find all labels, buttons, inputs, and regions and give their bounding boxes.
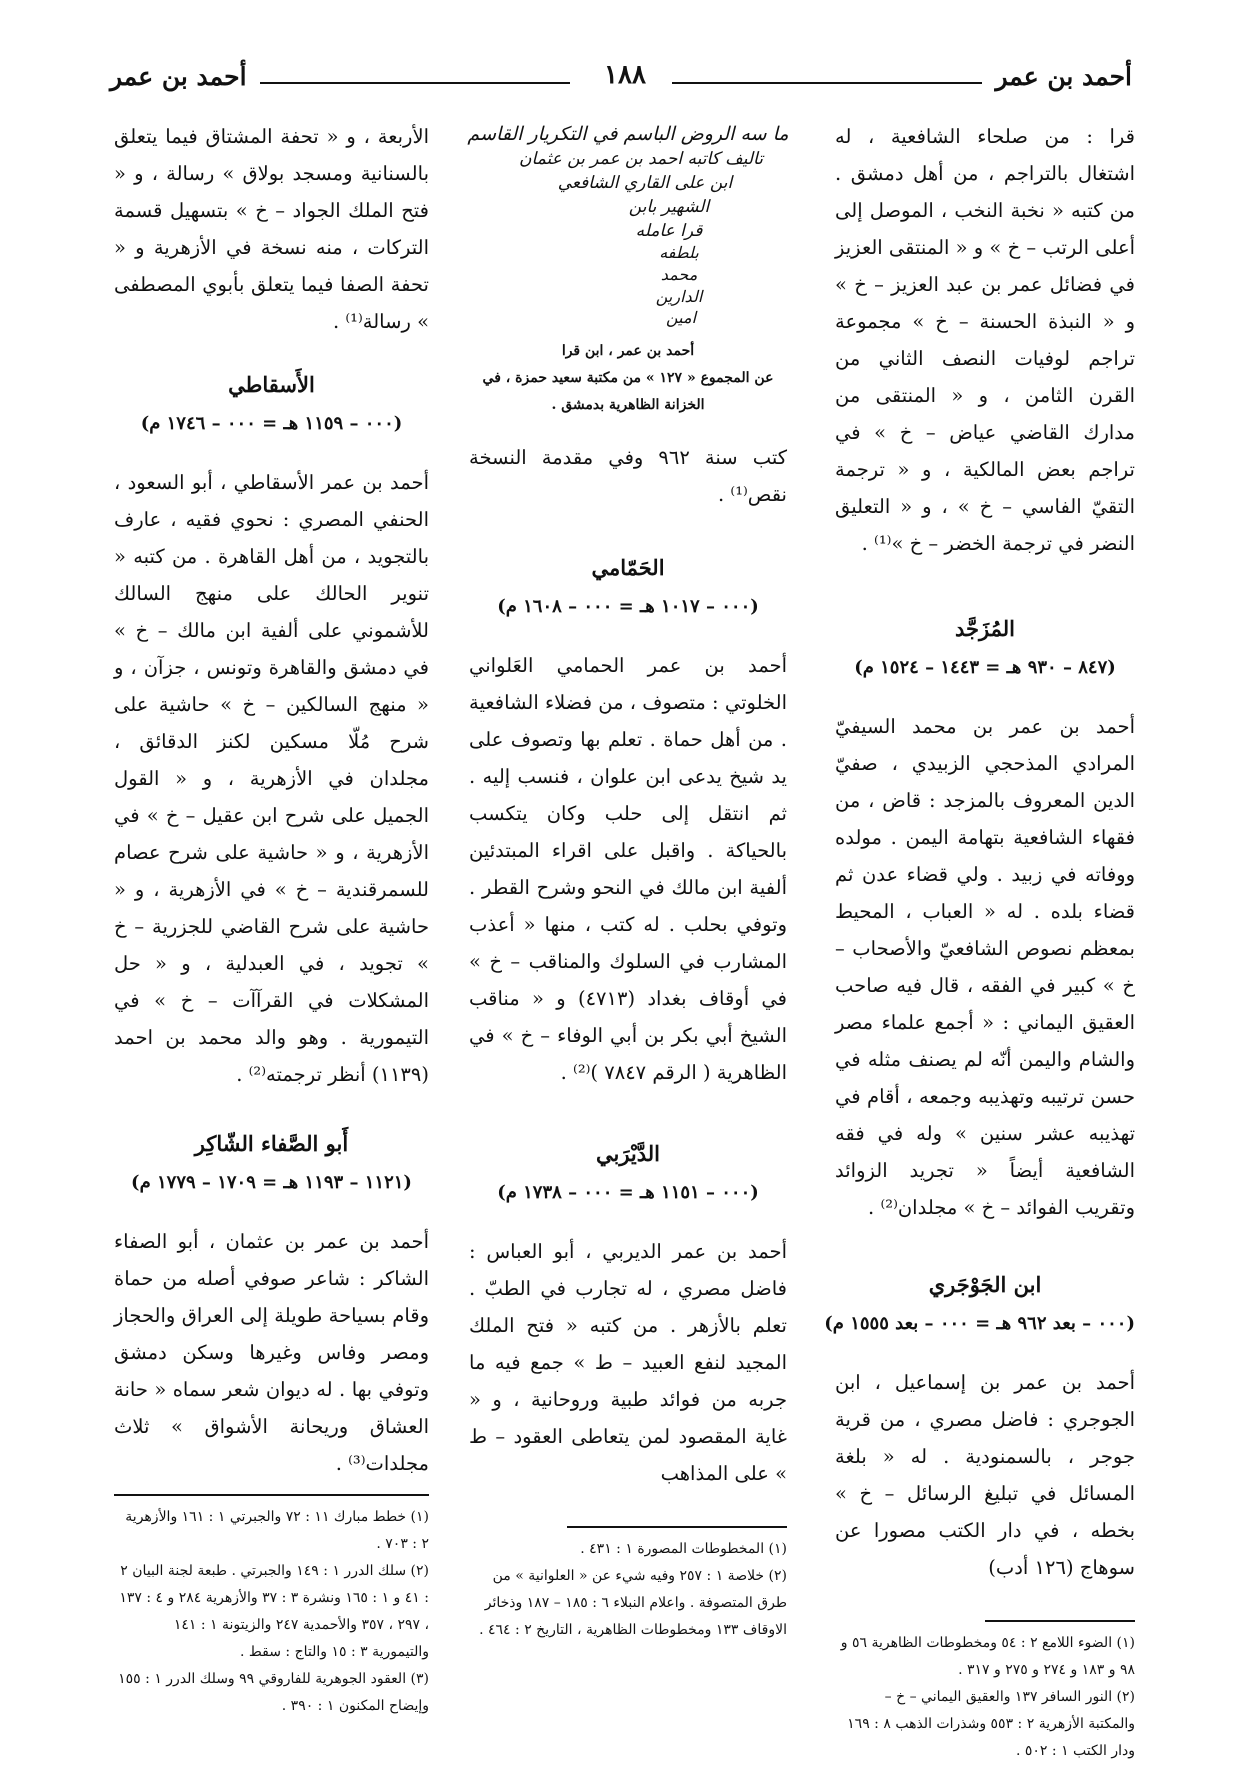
entry-title-jawjari: ابن الجَوْجَري — [928, 1272, 1042, 1297]
entry-title-asqati: الأَسقاطي — [228, 372, 315, 397]
entry-dates-hammami: (٠٠٠ – ١٠١٧ هـ = ٠٠٠ – ١٦٠٨ م) — [497, 596, 759, 617]
entry-dates-dayrabi: (٠٠٠ – ١١٥١ هـ = ٠٠٠ – ١٧٣٨ م) — [497, 1182, 759, 1203]
entry-title-hammami: الحَمّامي — [591, 555, 665, 580]
entry-title-abu-al-safa: أَبو الصَّفاء الشّاكِر — [194, 1131, 349, 1156]
running-header — [110, 62, 1132, 98]
right-column — [824, 118, 1135, 1765]
entry-body-dayrabi: أحمد بن عمر الديربي ، أبو العباس : فاضل مصري ، له تجارب في الطبّ . تعلم بالأزهر . من كتبه « فتح الملك المجيد لنفع العبيد – ط » جمع فيه ما جربه من فوائد طبية وروحانية ، و « غاية المقصود لمن يتعاطى العقود – ط » على المذاهب — [469, 1240, 787, 1485]
caption-line-2: عن المجموع « ١٢٧ » من مكتبة سعيد حمزة ، في الخزانة الظاهرية بدمشق . — [482, 370, 774, 413]
header-rule-left — [260, 82, 570, 84]
entry-dates-asqati: (٠٠٠ – ١١٥٩ هـ = ٠٠٠ – ١٧٤٦ م) — [140, 413, 403, 434]
middle-column — [469, 118, 787, 1644]
footnote-2: (٢) سلك الدرر ١ : ١٤٩ والجبرتي . طبعة لجنة البيان ٢ : ٤١ و ١ : ١٦٥ ونشرة ٣ : ٣٧ والأزهرية ٢٨٤ و ٤ : ١٣٧ ، ٢٩٧ ، ٣٥٧ والأحمدية ٢٤٧ والزيتونة ١ : ١٤١ والتيمورية ٣ : ١٥ والتاج : سقط . — [119, 1562, 429, 1660]
manuscript-handwriting-image — [469, 118, 787, 328]
entry-dates-abu-al-safa: (١١٢١ – ١١٩٣ هـ = ١٧٠٩ – ١٧٧٩ م) — [131, 1172, 412, 1193]
ms-line-3: ابن على القاري الشافعي — [557, 173, 733, 193]
ms-line-9: امين — [665, 308, 697, 327]
image-caption — [469, 338, 787, 419]
ms-line-2: تاليف كاتبه احمد بن عمر بن عثمان — [519, 149, 763, 169]
after-caption-text: كتب سنة ٩٦٢ وفي مقدمة النسخة نقص⁽¹⁾ . — [469, 446, 788, 506]
entry-dates-jawjari: (٠٠٠ – بعد ٩٦٢ هـ = ٠٠٠ – بعد ١٥٥٥ م) — [824, 1313, 1135, 1334]
ms-line-4: الشهير بابن — [628, 197, 710, 217]
footnote-2: (٢) النور السافر ١٣٧ والعقيق اليماني – خ – والمكتبة الأزهرية ٢ : ٥٥٣ وشذرات الذهب ٨ : ١٦٩ ودار الكتب ١ : ٥٠٢ . — [847, 1688, 1135, 1759]
footnote-divider — [985, 1620, 1135, 1622]
continuation-paragraph: قرا : من صلحاء الشافعية ، له اشتغال بالتراجم ، من أهل دمشق . من كتبه « نخبة النخب ، الموصل إلى أعلى الرتب – خ » و « المنتقى العزيز في فضائل عمر بن عبد العزيز – خ » و « النبذة الحسنة – خ » مجموعة تراجم لوفيات النصف الثاني من القرن الثامن ، و « المنتقى من مدارك القاضي عياض – خ » في تراجم بعض المالكية ، و « ترجمة التقيّ الفاسي – خ » ، و « التعليق النضر في ترجمة الخضر – خ »⁽¹⁾ . — [835, 125, 1135, 555]
footnote-divider — [114, 1494, 429, 1496]
header-left-title: أحمد بن عمر — [110, 62, 247, 91]
entry-body-hammami: أحمد بن عمر الحمامي العَلواني الخلوتي : متصوف ، من فضلاء الشافعية . من أهل حماة . تعلم بها وتصوف على يد شيخ يدعى ابن علوان ، فنسب إليه . ثم انتقل إلى حلب وكان يتكسب بالحياكة . واقبل على اقراء المبتدئين ألفية ابن مالك في النحو وشرح القطر . وتوفي بحلب . له كتب ، منها « أعذب المشارب في السلوك والمناقب – خ » في أوقاف بغداد (٤٧١٣) و « مناقب الشيخ أبي بكر بن أبي الوفاء – خ » في الظاهرية ( الرقم ٧٨٤٧ )⁽²⁾ . — [469, 654, 787, 1084]
footnote-3: (٣) العقود الجوهرية للفاروقي ٩٩ وسلك الدرر ١ : ١٥٥ وإيضاح المكنون ١ : ٣٩٠ . — [118, 1670, 429, 1714]
footnote-2: (٢) خلاصة ١ : ٢٥٧ وفيه شيء عن « العلوانية » من طرق المتصوفة . واعلام النبلاء ٦ : ١٨٥ – ١٨٧ وذخائر الاوقاف ١٣٣ ومخطوطات الظاهرية ، التاريخ ٢ : ٤٦٤ . — [479, 1567, 787, 1638]
entry-title-muzajjad: المُزَجَّد — [955, 616, 1015, 641]
continuation-paragraph: الأربعة ، و « تحفة المشتاق فيما يتعلق بالسنانية ومسجد بولاق » رسالة ، و « فتح الملك الجواد – خ » بتسهيل قسمة التركات ، منه نسخة في الأزهرية و « تحفة الصفا فيما يتعلق بأبوي المصطفى » رسالة⁽¹⁾ . — [114, 125, 429, 333]
ms-line-8: الدارين — [655, 287, 703, 306]
ms-line-7: محمد — [660, 265, 698, 284]
entry-body-asqati: أحمد بن عمر الأسقاطي ، أبو السعود ، الحنفي المصري : نحوي فقيه ، عارف بالتجويد ، من أهل القاهرة . من كتبه « تنوير الحالك على منهج السالك للأشموني على ألفية ابن مالك – خ » في دمشق والقاهرة وتونس ، جزآن ، و « منهج السالكين – خ » حاشية على شرح مُلّا مسكين لكنز الدقائق ، مجلدان في الأزهرية ، و « القول الجميل على شرح ابن عقيل – خ » في الأزهرية ، و « حاشية على شرح عصام للسمرقندية – خ » في الأزهرية ، و « حاشية على شرح القاضي للجزرية – خ » تجويد ، في العبدلية ، و « حل المشكلات في القرآآت – خ » في التيمورية . وهو والد محمد بن احمد (١١٣٩) أنظر ترجمته⁽²⁾ . — [114, 471, 429, 1086]
entry-body-jawjari: أحمد بن عمر بن إسماعيل ، ابن الجوجري : فاضل مصري ، من قرية جوجر ، بالسمنودية . له « بلغة المسائل في تبليغ الرسائل – خ » بخطه ، في دار الكتب مصورا عن سوهاج (١٢٦ أدب) — [835, 1371, 1135, 1579]
footnote-1: (١) الضوء اللامع ٢ : ٥٤ ومخطوطات الظاهرية ٥٦ و ٩٨ و ١٨٣ و ٢٧٤ و ٢٧٥ و ٣١٧ . — [840, 1634, 1135, 1678]
ms-line-6: بلطفه — [659, 243, 699, 262]
footnote-1: (١) المخطوطات المصورة ١ : ٤٣١ . — [580, 1540, 787, 1557]
page-number: ١٨٨ — [604, 60, 646, 90]
entry-title-dayrabi: الدَّيْرَبي — [595, 1141, 661, 1166]
entry-body-abu-al-safa: أحمد بن عمر بن عثمان ، أبو الصفاء الشاكر : شاعر صوفي أصله من حماة وقام بسياحة طويلة إلى العراق والحجاز ومصر وفاس وغيرها وسكن دمشق وتوفي بها . له ديوان شعر سماه « حانة العشاق وريحانة الأشواق » ثلاث مجلدات⁽³⁾ . — [114, 1230, 429, 1475]
left-column — [114, 118, 429, 1720]
header-right-title: أحمد بن عمر — [995, 62, 1132, 91]
caption-line-1: أحمد بن عمر ، ابن قرا — [561, 343, 695, 359]
header-rule-right — [672, 82, 982, 84]
footnote-1: (١) خطط مبارك ١١ : ٧٢ والجبرتي ١ : ١٦١ والأزهرية ٢ : ٧٠٣ . — [125, 1508, 429, 1552]
entry-body-muzajjad: أحمد بن عمر بن محمد السيفيّ المرادي المذحجي الزبيدي ، صفيّ الدين المعروف بالمزجد : قاض ، من فقهاء الشافعية بتهامة اليمن . مولده ووفاته في زبيد . ولي قضاء عدن ثم قضاء بلده . له « العباب ، المحيط بمعظم نصوص الشافعيّ والأصحاب – خ » كبير في الفقه ، قال فيه صاحب العقيق اليماني : « أجمع علماء مصر والشام واليمن أنّه لم يصنف مثله في حسن ترتيبه وتهذيبه وجمعه ، أقام في تهذيبه عشر سنين » وله في فقه الشافعية أيضاً « تجريد الزوائد وتقريب الفوائد – خ » مجلدان⁽²⁾ . — [835, 715, 1135, 1219]
ms-line-1: ما سه الروض الباسم في التكريار القاسم — [467, 123, 789, 145]
footnote-divider — [567, 1526, 787, 1528]
entry-dates-muzajjad: (٨٤٧ – ٩٣٠ هـ = ١٤٤٣ – ١٥٢٤ م) — [854, 657, 1116, 678]
ms-line-5: قرا عامله — [635, 221, 703, 241]
